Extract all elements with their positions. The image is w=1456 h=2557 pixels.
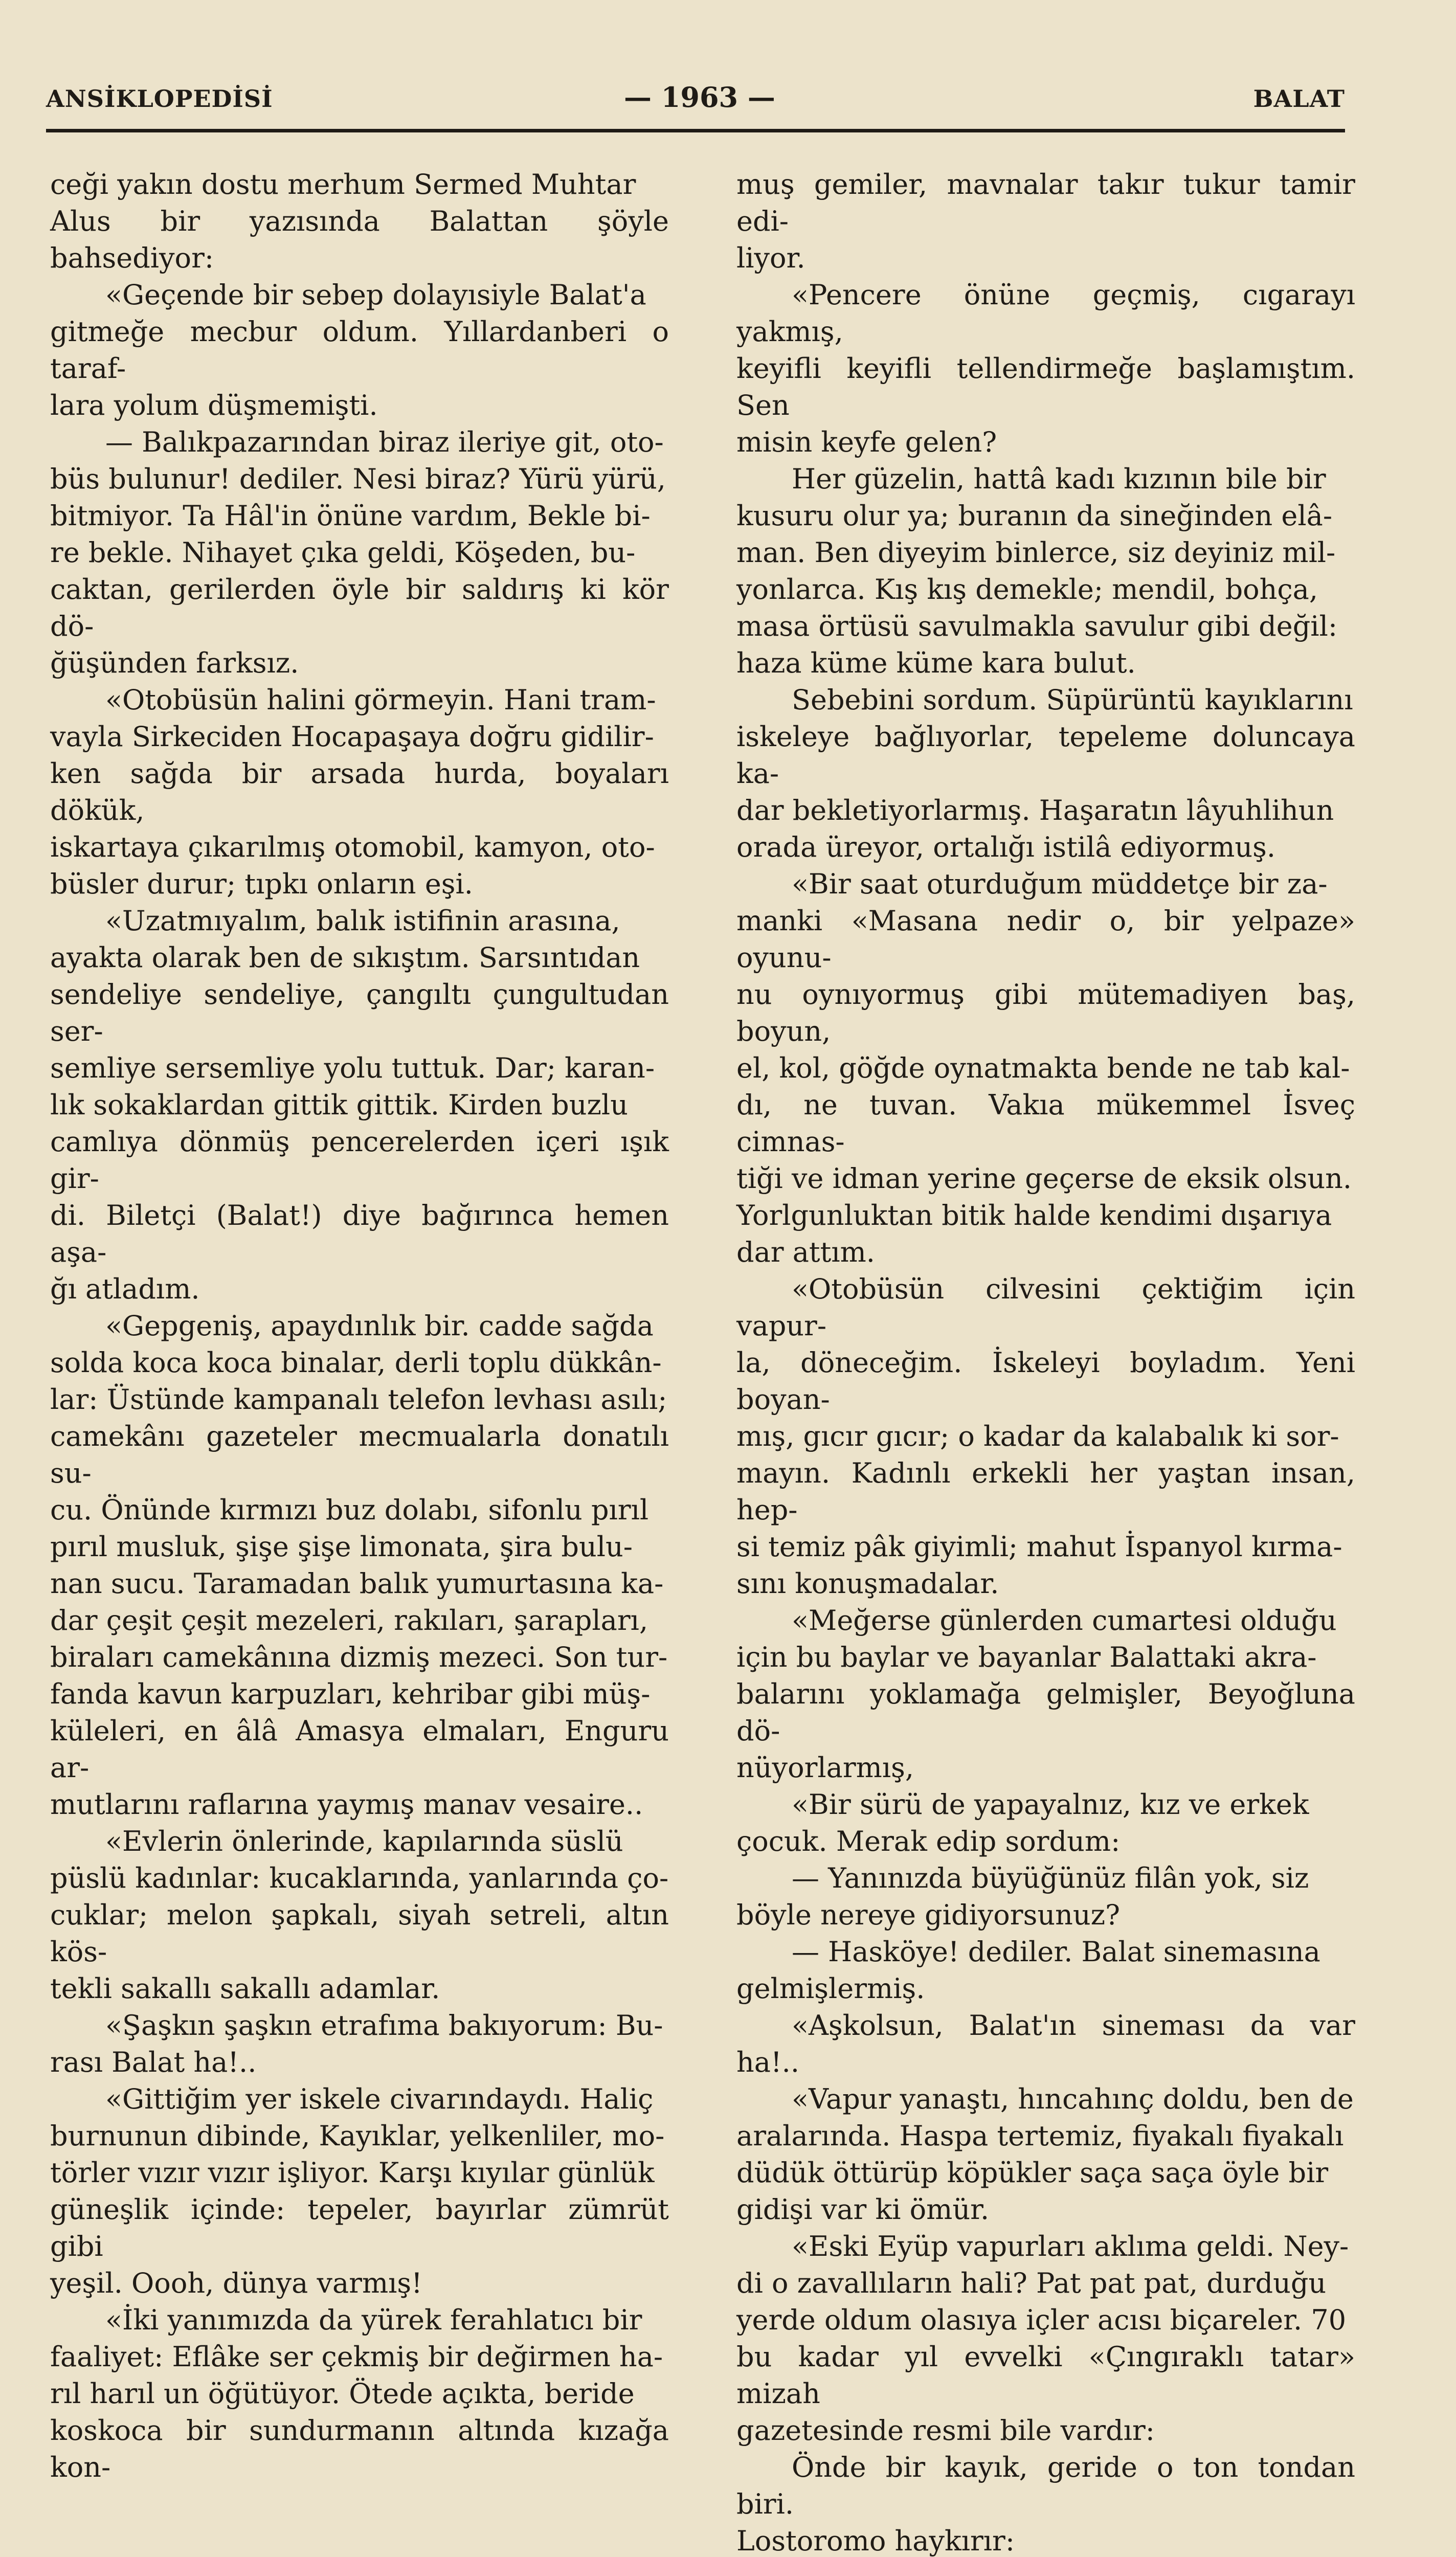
paragraph: muş gemiler, mavnalar takır tukur tamir edi- liyor.	[736, 168, 1355, 274]
paragraph: — Hasköye! dediler. Balat sinemasına gelmişlermiş.	[736, 1936, 1320, 2005]
paragraph: «Otobüsün halini görmeyin. Hani tram- vayla Sirkeciden Hocapaşaya doğru gidilir- ken sağda bir arsada hurda, boyaları dökük, iskartaya çıkarılmış otomobil, kamyon, oto- büsler durur; tıpkı onların eşi.	[50, 684, 669, 900]
paragraph: «Vapur yanaştı, hıncahınç doldu, ben de aralarında. Haspa tertemiz, fiyakalı fiyakalı düdük öttürüp köpükler saça saça öyle bir gidişi var ki ömür.	[736, 2083, 1354, 2226]
paragraph: «Eski Eyüp vapurları aklıma geldi. Ney- di o zavallıların hali? Pat pat pat, durduğu yerde oldum olasıya içler acısı biçareler. 70 bu kadar yıl evvelki «Çıngıraklı tatar» mizah gazetesinde resmi bile vardır:	[736, 2230, 1355, 2447]
header-rule	[46, 129, 1345, 132]
paragraph: «Pencere önüne geçmiş, cıgarayı yakmış, keyifli keyifli tellendirmeğe başlamıştım. Sen misin keyfe gelen?	[736, 279, 1355, 458]
paragraph: ceği yakın dostu merhum Sermed Muhtar Alus bir yazısında Balattan şöyle bahsediyor:	[50, 168, 669, 274]
left-column	[50, 166, 669, 2486]
paragraph: «Otobüsün cilvesini çektiğim için vapur- la, döneceğim. İskeleyi boyladım. Yeni boyan- mış, gıcır gıcır; o kadar da kalabalık ki sor- mayın. Kadınlı erkekli her yaştan insan, hep- si temiz pâk giyimli; mahut İspanyol kırma- sını konuşmadalar.	[736, 1273, 1355, 1600]
paragraph: «Uzatmıyalım, balık istifinin arasına, ayakta olarak ben de sıkıştım. Sarsıntıdan sendeliye sendeliye, çangıltı çungultudan ser- semliye sersemliye yolu tuttuk. Dar; karan- lık sokaklardan gittik gittik. Kirden buzlu camlıya dönmüş pencerelerden içeri ışık gir- di. Biletçi (Balat!) diye bağırınca hemen aşa- ğı atladım.	[50, 905, 669, 1305]
header-entry-name: BALAT	[1253, 85, 1345, 113]
paragraph: «Evlerin önlerinde, kapılarında süslü püslü kadınlar: kucaklarında, yanlarında ço- cuklar; melon şapkalı, siyah setreli, altın kös- tekli sakallı sakallı adamlar.	[50, 1825, 669, 2005]
paragraph: «Geçende bir sebep dolayısiyle Balat'a gitmeğe mecbur oldum. Yıllardanberi o taraf- lara yolum düşmemişti.	[50, 279, 669, 421]
paragraph: «Aşkolsun, Balat'ın sineması da var ha!..	[736, 2009, 1355, 2078]
paragraph: «Meğerse günlerden cumartesi olduğu için bu baylar ve bayanlar Balattaki akra- balarını yoklamağa gelmişler, Beyoğluna dö- nüyorlarmış,	[736, 1604, 1355, 1784]
paragraph: «İki yanımızda da yürek ferahlatıcı bir faaliyet: Eflâke ser çekmiş bir değirmen ha- rıl harıl un öğütüyor. Ötede açıkta, beride koskoca bir sundurmanın altında kızağa kon-	[50, 2304, 669, 2483]
paragraph: Her güzelin, hattâ kadı kızının bile bir kusuru olur ya; buranın da sineğinden elâ- man. Ben diyeyim binlerce, siz deyiniz mil- yonlarca. Kış kış demekle; mendil, bohça, masa örtüsü savulmakla savulur gibi değil: haza küme küme kara bulut.	[736, 463, 1338, 679]
header-publication-name: ANSİKLOPEDİSİ	[46, 85, 273, 113]
header-page-number: — 1963 —	[624, 81, 775, 114]
paragraph: Sebebini sordum. Süpürüntü kayıklarını iskeleye bağlıyorlar, tepeleme doluncaya ka- dar bekletiyorlarmış. Haşaratın lâyuhlihun orada üreyor, ortalığı istilâ ediyormuş.	[736, 684, 1355, 863]
paragraph: «Şaşkın şaşkın etrafıma bakıyorum: Bu- rası Balat ha!..	[50, 2009, 663, 2078]
page-header	[46, 81, 1345, 122]
paragraph: — Balıkpazarından biraz ileriye git, oto- büs bulunur! dediler. Nesi biraz? Yürü yürü, bitmiyor. Ta Hâl'in önüne vardım, Bekle bi- re bekle. Nihayet çıka geldi, Köşeden, bu- caktan, gerilerden öyle bir saldırış ki kör dö- ğüşünden farksız.	[50, 426, 669, 679]
paragraph: «Gepgeniş, apaydınlık bir. cadde sağda solda koca koca binalar, derli toplu dükkân- lar: Üstünde kampanalı telefon levhası asılı; camekânı gazeteler mecmualarla donatılı su- cu. Önünde kırmızı buz dolabı, sifonlu pırıl pırıl musluk, şişe şişe limonata, şira bulu- nan sucu. Taramadan balık yumurtasına ka- dar çeşit çeşit mezeleri, rakıları, şarapları, biraları camekânına dizmiş mezeci. Son tur- fanda kavun karpuzları, kehribar gibi müş- küleleri, en âlâ Amasya elmaları, Enguru ar- mutlarını raflarına yaymış manav vesaire..	[50, 1310, 669, 1821]
paragraph: «Gittiğim yer iskele civarındaydı. Haliç burnunun dibinde, Kayıklar, yelkenliler, mo- törler vızır vızır işliyor. Karşı kıyılar günlük güneşlik içinde: tepeler, bayırlar zümrüt gibi yeşil. Oooh, dünya varmış!	[50, 2083, 669, 2299]
paragraph: Önde bir kayık, geride o ton tondan biri. Lostoromo haykırır:	[736, 2451, 1355, 2557]
paragraph: «Bir saat oturduğum müddetçe bir za- manki «Masana nedir o, bir yelpaze» oyunu- nu oynıyormuş gibi mütemadiyen baş, boyun, el, kol, göğde oynatmakta bende ne tab kal- dı, ne tuvan. Vakıa mükemmel İsveç cimnas- tiği ve idman yerine geçerse de eksik olsun. Yorlgunluktan bitik halde kendimi dışarıya dar attım.	[736, 868, 1355, 1268]
right-column	[736, 166, 1355, 2557]
paragraph: «Bir sürü de yapayalnız, kız ve erkek çocuk. Merak edip sordum:	[736, 1788, 1309, 1857]
paragraph: — Yanınızda büyüğünüz filân yok, siz böyle nereye gidiyorsunuz?	[736, 1862, 1309, 1931]
